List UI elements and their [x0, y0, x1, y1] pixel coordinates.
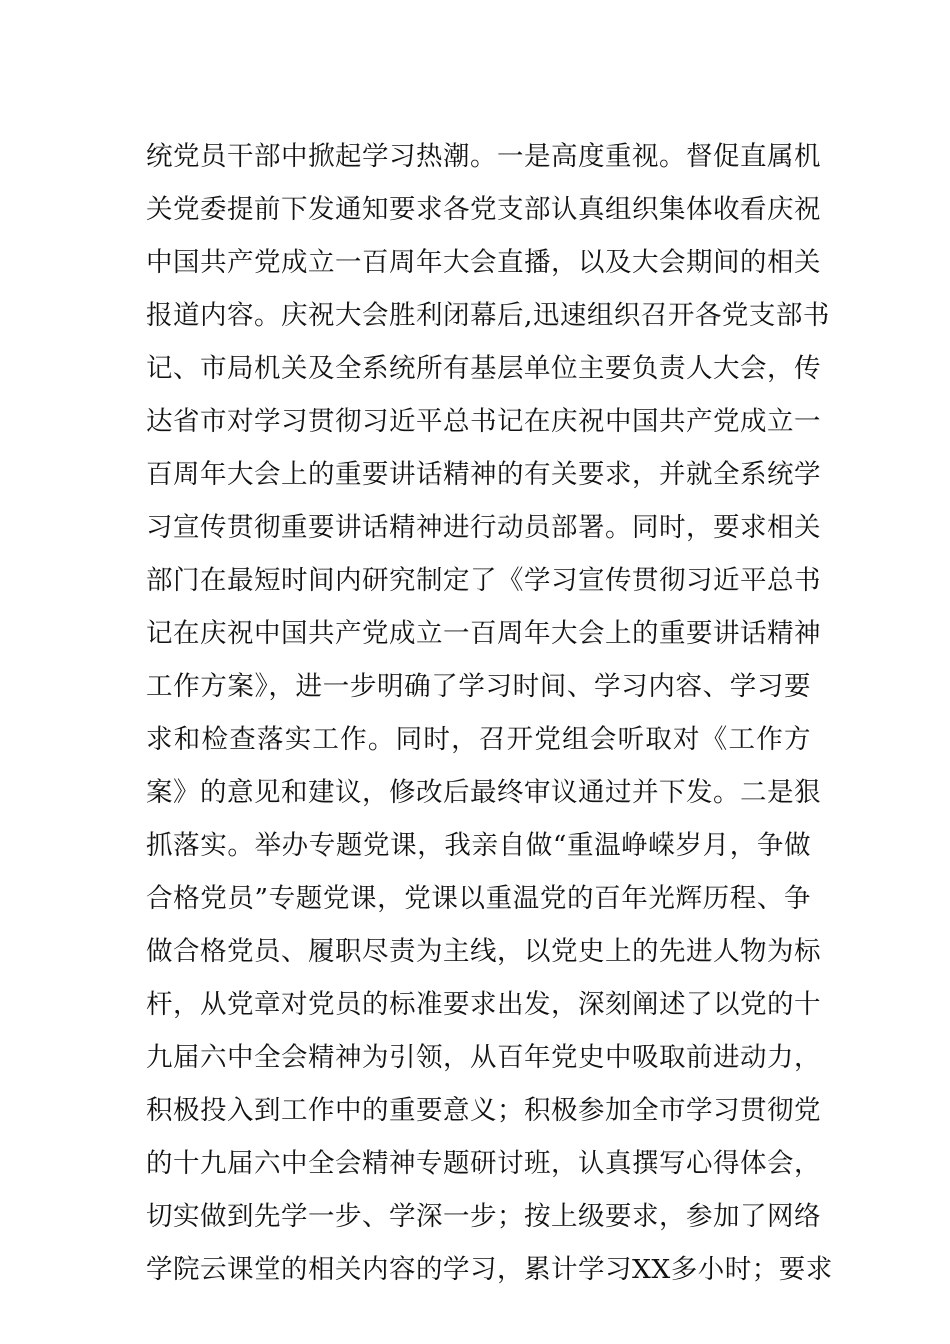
text-line: 求和检查落实工作。同时，召开党组会听取对《工作方 [146, 724, 811, 755]
text-line: 做合格党员、履职尽责为主线，以党史上的先进人物为标 [146, 936, 821, 967]
text-line: 统党员干部中掀起学习热潮。一是高度重视。督促直属机 [146, 141, 821, 172]
text-line: 学院云课堂的相关内容的学习，累计学习XX多小时；要求 [146, 1254, 833, 1285]
text-line: 九届六中全会精神为引领，从百年党史中吸取前进动力， [146, 1042, 821, 1073]
text-line: 积极投入到工作中的重要意义；积极参加全市学习贯彻党 [146, 1095, 821, 1126]
text-line: 切实做到先学一步、学深一步；按上级要求，参加了网络 [146, 1201, 821, 1232]
text-line: 习宣传贯彻重要讲话精神进行动员部署。同时，要求相关 [146, 512, 821, 543]
text-line: 中国共产党成立一百周年大会直播，以及大会期间的相关 [146, 247, 821, 278]
text-line: 百周年大会上的重要讲话精神的有关要求，并就全系统学 [146, 459, 821, 490]
text-line: 关党委提前下发通知要求各党支部认真组织集体收看庆祝 [146, 194, 821, 225]
text-line: 部门在最短时间内研究制定了《学习宣传贯彻习近平总书 [146, 565, 821, 596]
text-line: 记在庆祝中国共产党成立一百周年大会上的重要讲话精神 [146, 618, 821, 649]
text-line: 案》的意见和建议，修改后最终审议通过并下发。二是狠 [146, 777, 821, 808]
text-line: 的十九届六中全会精神专题研讨班，认真撰写心得体会， [146, 1148, 821, 1179]
text-line: 抓落实。举办专题党课，我亲自做“重温峥嵘岁月，争做 [146, 830, 811, 861]
text-line: 杆，从党章对党员的标准要求出发，深刻阐述了以党的十 [146, 989, 821, 1020]
text-line: 达省市对学习贯彻习近平总书记在庆祝中国共产党成立一 [146, 406, 821, 437]
text-line: 工作方案》，进一步明确了学习时间、学习内容、学习要 [146, 671, 811, 702]
text-line: 记、市局机关及全系统所有基层单位主要负责人大会，传 [146, 353, 821, 384]
body-text [146, 130, 833, 1296]
text-line: 合格党员”专题党课，党课以重温党的百年光辉历程、争 [146, 883, 811, 914]
text-line: 报道内容。庆祝大会胜利闭幕后,迅速组织召开各党支部书 [146, 300, 830, 331]
